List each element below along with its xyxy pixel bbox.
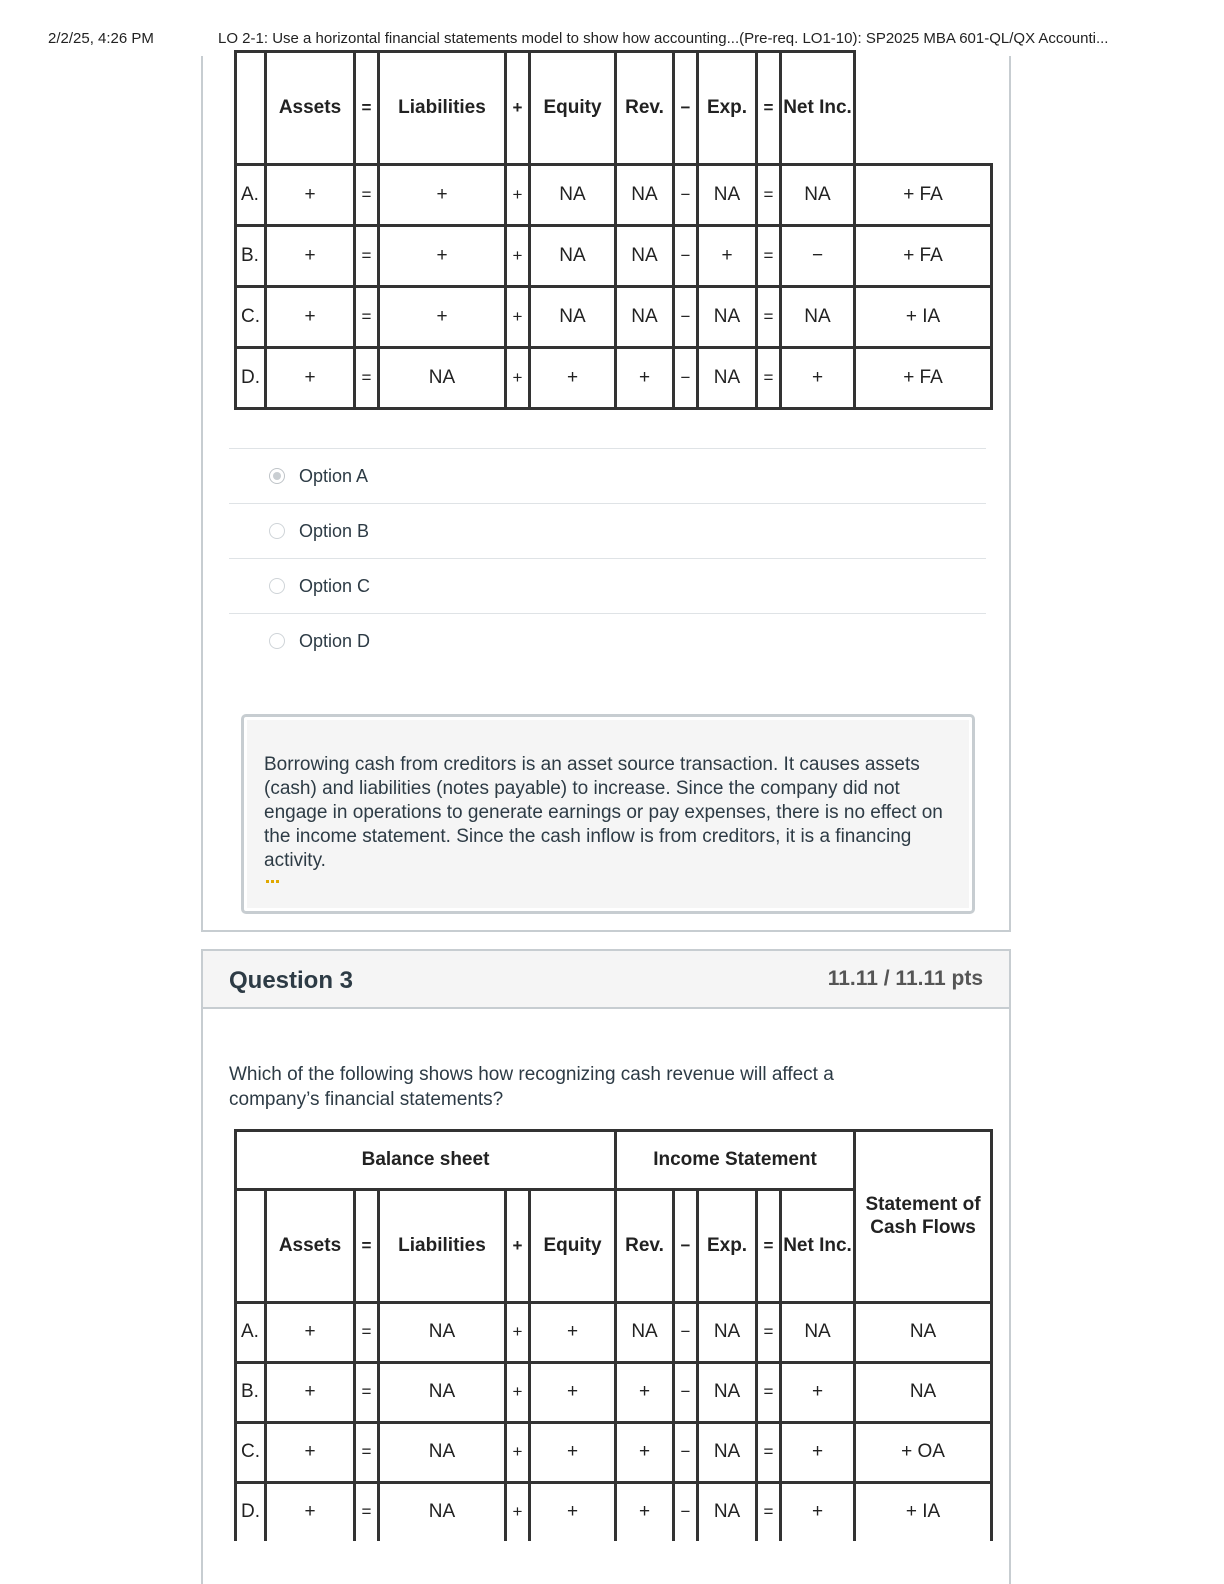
table-cell: − <box>674 1363 698 1423</box>
table-cell: + <box>530 348 616 409</box>
question-2-panel <box>201 56 1011 932</box>
table-cell: − <box>674 1483 698 1542</box>
table-cell: − <box>674 348 698 409</box>
table-cell: + <box>616 1483 674 1542</box>
table-cell: NA <box>781 1303 855 1363</box>
table-header-row <box>236 52 992 165</box>
header-expenses: Exp. <box>698 1190 757 1303</box>
table-cell: = <box>355 287 379 348</box>
option-b[interactable] <box>229 503 986 558</box>
header-cash-flows <box>855 52 992 165</box>
table-cell: − <box>781 226 855 287</box>
table-cell: NA <box>855 1363 992 1423</box>
table-cell: = <box>757 348 781 409</box>
table-cell: + <box>266 287 355 348</box>
table-cell: + <box>506 165 530 226</box>
header-income-statement: Income Statement <box>616 1131 855 1190</box>
table-cell: + <box>530 1423 616 1483</box>
header-minus: − <box>674 1190 698 1303</box>
radio-selected-icon[interactable] <box>269 468 285 484</box>
header-liabilities: Liabilities <box>379 52 506 165</box>
row-label: B. <box>236 1363 266 1423</box>
table-cell: = <box>757 226 781 287</box>
option-label: Option A <box>299 465 369 486</box>
print-date: 2/2/25, 4:26 PM <box>48 30 154 47</box>
table-cell: + <box>379 165 506 226</box>
table-cell: + <box>506 287 530 348</box>
table-cell: + <box>506 1423 530 1483</box>
table-cell: NA <box>781 287 855 348</box>
table-cell: = <box>757 1483 781 1542</box>
option-label: Option C <box>299 575 371 596</box>
question-title: Question 3 <box>229 967 354 994</box>
table-cell: + <box>266 226 355 287</box>
table-cell: + IA <box>855 1483 992 1542</box>
header-revenue: Rev. <box>616 52 674 165</box>
table-cell: + <box>781 1483 855 1542</box>
header-cell <box>236 1190 266 1303</box>
table-cell: + <box>506 1363 530 1423</box>
table-cell: NA <box>530 226 616 287</box>
option-label: Option D <box>299 630 371 651</box>
q2-financial-model-table <box>234 50 993 410</box>
header-balance-sheet: Balance sheet <box>236 1131 616 1190</box>
table-cell: = <box>757 165 781 226</box>
row-label: B. <box>236 226 266 287</box>
header-statement-of-cash-flows: Statement of Cash Flows <box>855 1131 992 1303</box>
table-cell: + IA <box>855 287 992 348</box>
table-cell: NA <box>379 1363 506 1423</box>
table-row <box>236 348 992 409</box>
table-cell: NA <box>530 287 616 348</box>
row-label: C. <box>236 1423 266 1483</box>
table-cell: + <box>616 1363 674 1423</box>
table-cell: NA <box>379 1483 506 1542</box>
table-cell: + <box>530 1303 616 1363</box>
answer-feedback-box <box>241 714 975 914</box>
table-cell: NA <box>379 1303 506 1363</box>
row-label: D. <box>236 1483 266 1542</box>
option-c[interactable] <box>229 558 986 613</box>
question-3-panel <box>201 949 1011 1584</box>
table-cell: NA <box>616 165 674 226</box>
table-cell: + <box>530 1363 616 1423</box>
table-cell: = <box>757 1363 781 1423</box>
ellipsis-icon <box>266 870 282 876</box>
question-prompt: Which of the following shows how recognizing cash revenue will affect a company’s financial statements? <box>229 1064 834 1110</box>
table-cell: = <box>757 1303 781 1363</box>
table-row <box>236 1483 992 1542</box>
table-cell: NA <box>616 1303 674 1363</box>
header-equals: = <box>757 52 781 165</box>
table-cell: + <box>616 348 674 409</box>
header-assets: Assets <box>266 52 355 165</box>
table-cell: − <box>674 1423 698 1483</box>
radio-icon[interactable] <box>269 578 285 594</box>
table-cell: = <box>355 165 379 226</box>
table-cell: + <box>266 1483 355 1542</box>
table-cell: − <box>674 1303 698 1363</box>
table-row <box>236 1423 992 1483</box>
table-cell: + <box>530 1483 616 1542</box>
table-cell: NA <box>379 348 506 409</box>
table-row <box>236 287 992 348</box>
table-cell: NA <box>698 1483 757 1542</box>
table-cell: NA <box>698 1363 757 1423</box>
table-cell: NA <box>698 165 757 226</box>
header-plus: + <box>506 1190 530 1303</box>
header-cell <box>236 52 266 165</box>
table-cell: = <box>355 1363 379 1423</box>
table-cell: NA <box>379 1423 506 1483</box>
table-cell: + <box>266 1423 355 1483</box>
table-cell: + <box>379 226 506 287</box>
table-cell: − <box>674 287 698 348</box>
option-d[interactable] <box>229 613 986 668</box>
table-cell: = <box>355 348 379 409</box>
print-header <box>0 30 1224 52</box>
row-label: D. <box>236 348 266 409</box>
header-equals: = <box>355 1190 379 1303</box>
table-cell: − <box>674 165 698 226</box>
table-cell: = <box>355 1423 379 1483</box>
table-cell: + <box>781 1363 855 1423</box>
table-cell: − <box>674 226 698 287</box>
table-cell: + <box>506 1483 530 1542</box>
print-page-title: LO 2-1: Use a horizontal financial statements model to show how accounting...(Pre-req. LO1-10): SP2025 MBA 601-QL/QX Accounti... <box>218 30 1109 47</box>
header-assets: Assets <box>266 1190 355 1303</box>
header-equity: Equity <box>530 1190 616 1303</box>
table-row <box>236 1363 992 1423</box>
radio-icon[interactable] <box>269 633 285 649</box>
header-revenue: Rev. <box>616 1190 674 1303</box>
table-cell: + <box>266 165 355 226</box>
header-liabilities: Liabilities <box>379 1190 506 1303</box>
table-cell: = <box>355 1303 379 1363</box>
table-cell: + <box>266 1303 355 1363</box>
table-cell: NA <box>698 287 757 348</box>
table-cell: + <box>781 1423 855 1483</box>
header-equity: Equity <box>530 52 616 165</box>
header-equals: = <box>355 52 379 165</box>
answer-options <box>229 448 986 668</box>
table-cell: + <box>781 348 855 409</box>
table-cell: + <box>266 1363 355 1423</box>
table-row <box>236 226 992 287</box>
q3-financial-model-table <box>234 1129 993 1541</box>
table-cell: NA <box>616 226 674 287</box>
table-cell: NA <box>698 1423 757 1483</box>
table-cell: + OA <box>855 1423 992 1483</box>
table-cell: + <box>506 1303 530 1363</box>
table-row <box>236 1303 992 1363</box>
question-header <box>203 949 1009 1009</box>
table-cell: NA <box>698 1303 757 1363</box>
table-cell: = <box>757 1423 781 1483</box>
row-label: C. <box>236 287 266 348</box>
option-label: Option B <box>299 520 370 541</box>
row-label: A. <box>236 1303 266 1363</box>
table-cell: + <box>266 348 355 409</box>
header-plus: + <box>506 52 530 165</box>
header-expenses: Exp. <box>698 52 757 165</box>
header-net-income: Net Inc. <box>781 52 855 165</box>
header-equals: = <box>757 1190 781 1303</box>
table-cell: = <box>355 1483 379 1542</box>
table-row <box>236 165 992 226</box>
table-group-header-row <box>236 1131 992 1190</box>
table-cell: + <box>379 287 506 348</box>
table-cell: NA <box>530 165 616 226</box>
table-cell: + <box>616 1423 674 1483</box>
row-label: A. <box>236 165 266 226</box>
table-cell: NA <box>616 287 674 348</box>
table-cell: + FA <box>855 165 992 226</box>
table-cell: NA <box>698 348 757 409</box>
table-cell: + <box>506 226 530 287</box>
option-a[interactable] <box>229 448 986 503</box>
header-minus: − <box>674 52 698 165</box>
table-cell: = <box>355 226 379 287</box>
table-cell: NA <box>855 1303 992 1363</box>
table-cell: + <box>506 348 530 409</box>
table-cell: + <box>698 226 757 287</box>
table-cell: + FA <box>855 348 992 409</box>
header-net-income: Net Inc. <box>781 1190 855 1303</box>
table-cell: NA <box>781 165 855 226</box>
radio-icon[interactable] <box>269 523 285 539</box>
question-points: 11.11 / 11.11 pts <box>827 967 983 990</box>
table-cell: = <box>757 287 781 348</box>
table-cell: + FA <box>855 226 992 287</box>
feedback-text: Borrowing cash from creditors is an asset source transaction. It causes assets (cash) and liabilities (notes payable) to increase. Since the company did not engage in operations to generate earnings or pay expenses, there is no effect on the income statement. Since the cash inflow is from creditors, it is a financing activity. <box>264 754 943 871</box>
